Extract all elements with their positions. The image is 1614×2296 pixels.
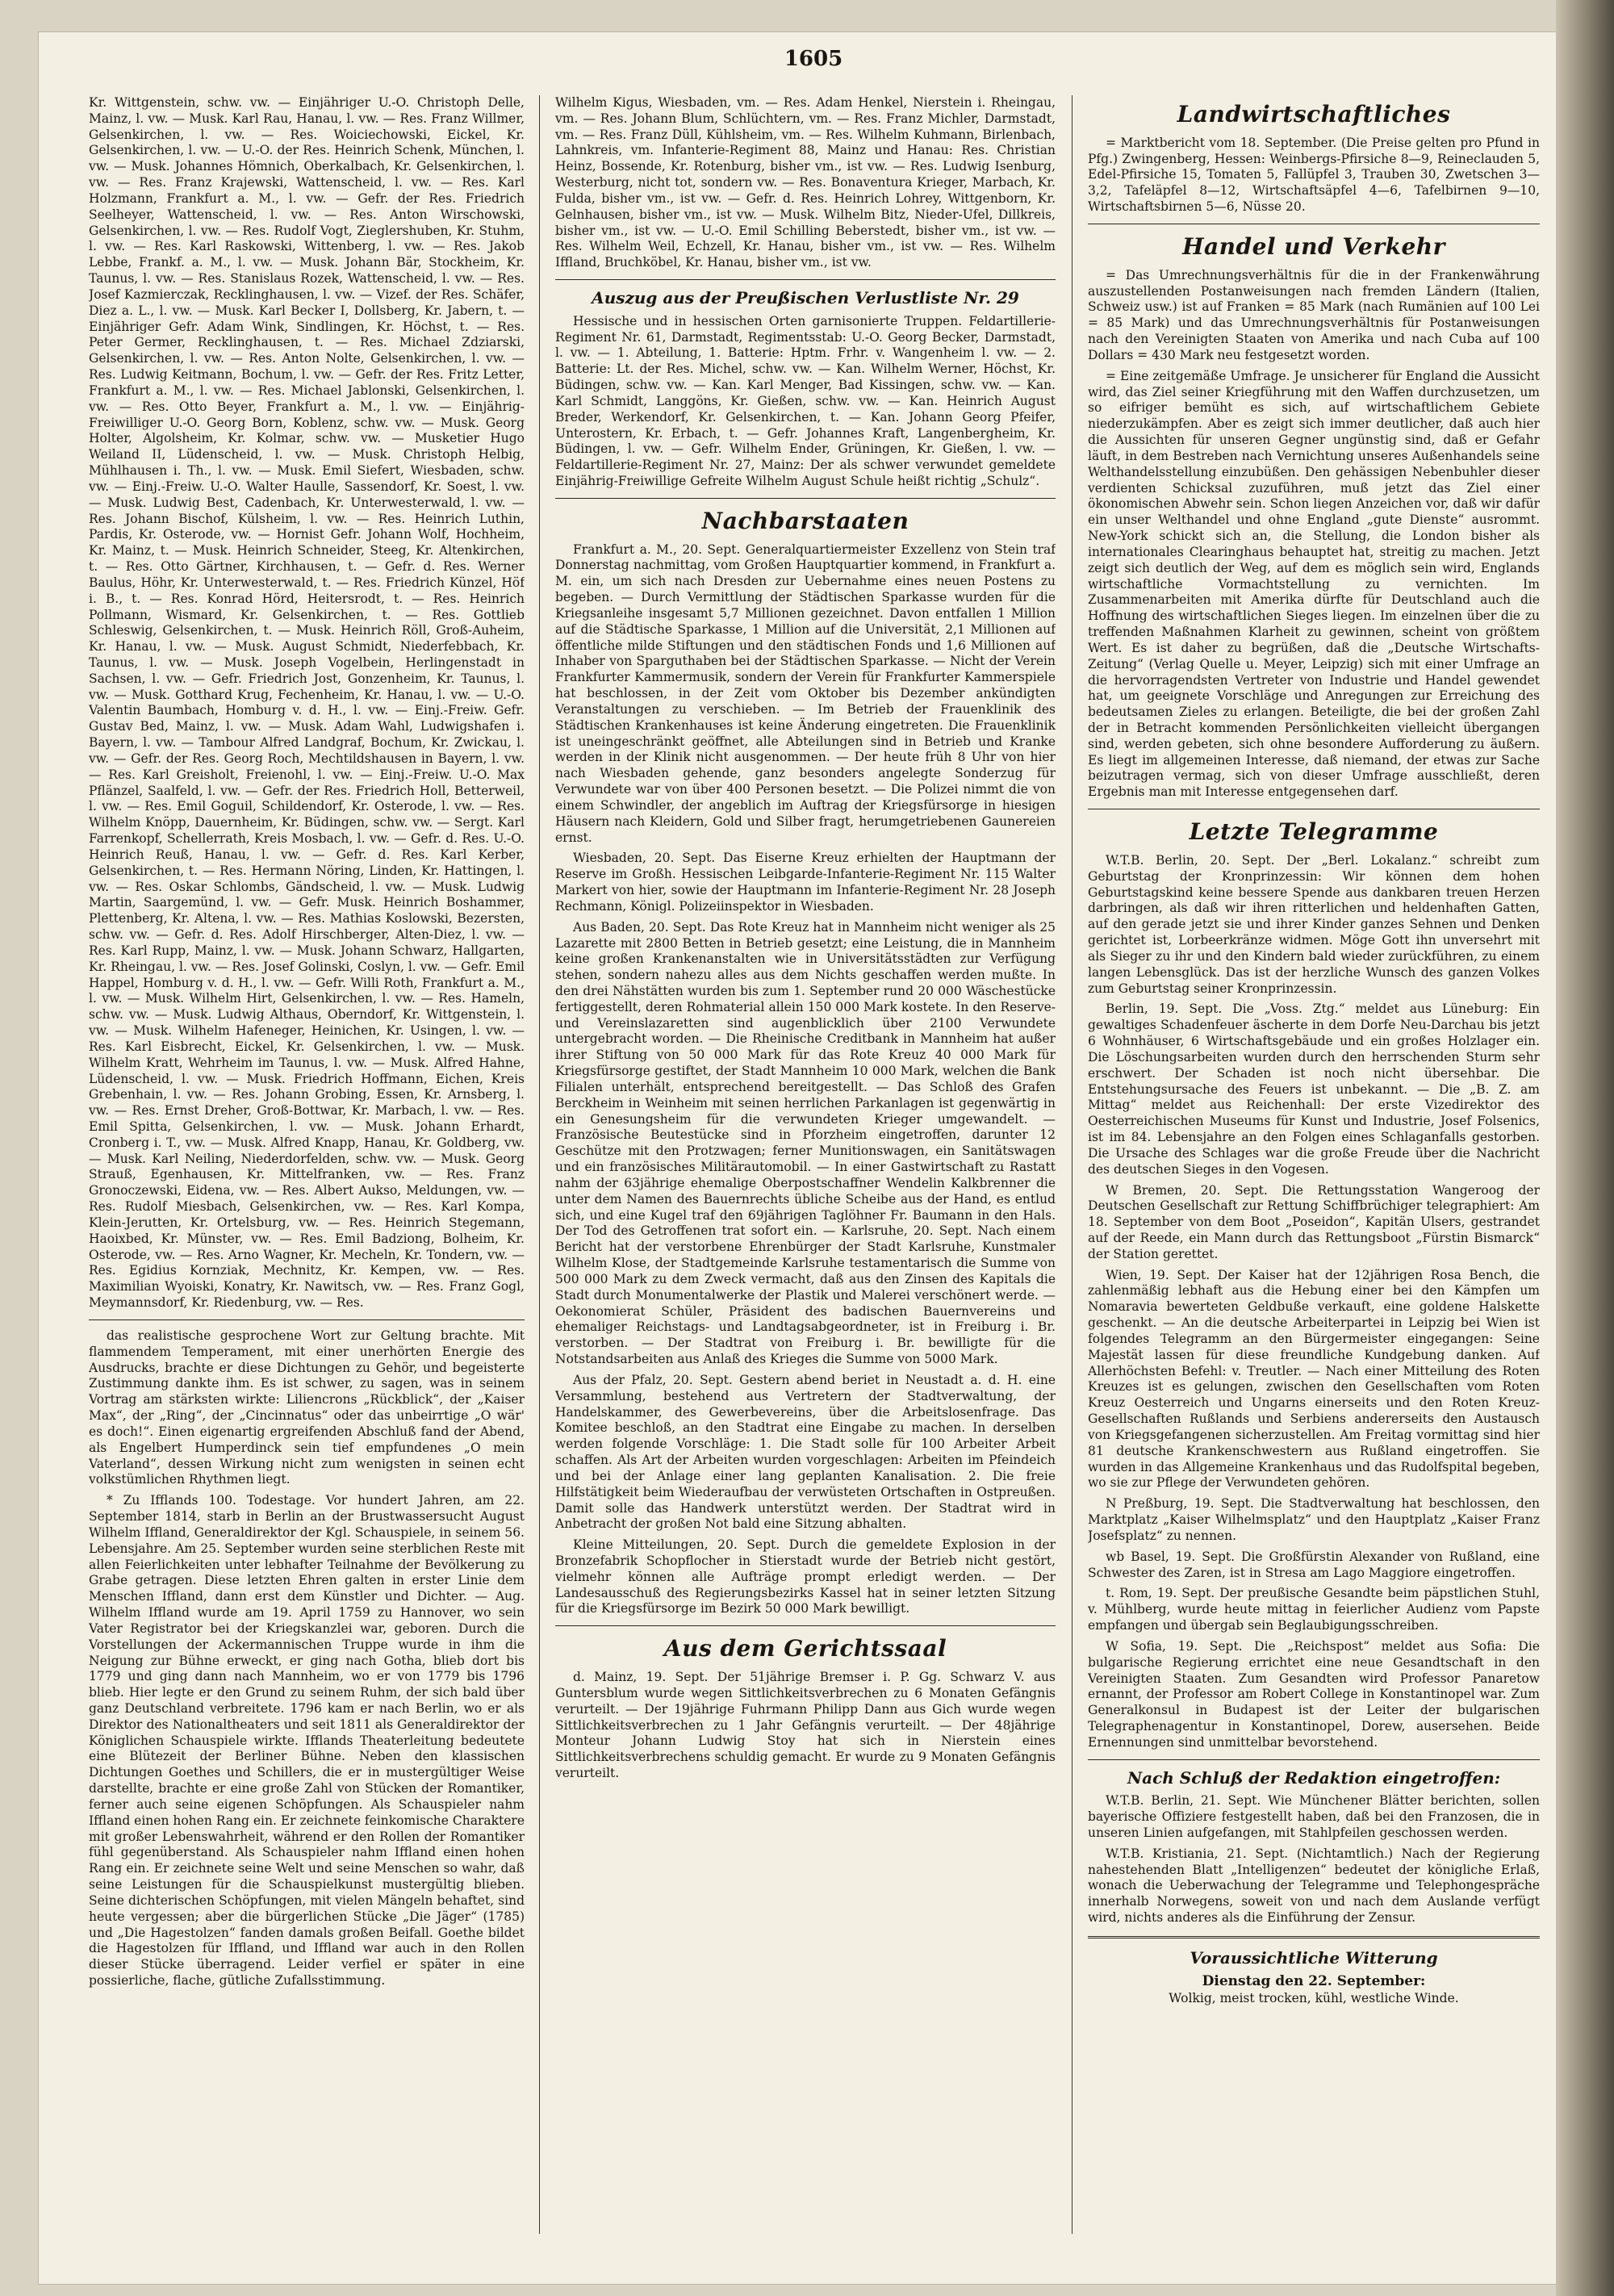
column-2 (555, 95, 1056, 2238)
news-item: Wiesbaden, 20. Sept. Das Eiserne Kreuz erhielten der Hauptmann der Reserve im Großh. Hessischen Leibgarde-Infanterie-Regiment Nr. 115 Walter Markert von hier, sowie der Hauptmann im Infanterie-Regiment Nr. 28 Joseph Rechmann, Königl. Polizeiinspektor in Wiesbaden. (555, 851, 1056, 914)
page-number: 1605 (784, 47, 843, 71)
telegram-item: W Bremen, 20. Sept. Die Rettungsstation Wangeroog der Deutschen Gesellschaft zur Rettung Schiffbrüchiger telegraphiert: Am 18. September von dem Boot „Poseidon“, Kapitän Ulsers, gestrandet auf der Reede, ein Mann durch das Rettungsboot „Fürstin Bismarck“ der Station gerettet. (1088, 1182, 1540, 1261)
telegram-item: wb Basel, 19. Sept. Die Großfürstin Alexander von Rußland, eine Schwester des Zaren, ist in Stresa am Lago Maggiore eingetroffen. (1088, 1549, 1540, 1580)
divider (555, 279, 1056, 280)
column-rule (1072, 95, 1073, 2234)
news-item: Frankfurt a. M., 20. Sept. Generalquartiermeister Exzellenz von Stein traf Donnerstag nachmittag, vom Großen Hauptquartier kommend, in Frankfurt a. M. ein, um sich nach Dresden zur Uebernahme eines neuen Postens zu begeben. — Durch Vermittlung der Städtischen Sparkasse wurden für die Kriegsanleihe insgesamt 5,7 Millionen gezeichnet. Davon entfallen 1 Million auf die Städtische Sparkasse, 1 Million auf die Universität, 2,1 Millionen auf öffentliche milde Stiftungen und den städtischen Fonds und 1,6 Millionen auf Inhaber von Sparguthaben bei der Städtischen Sparkasse. — Nicht der Verein Frankfurter Kammermusik, sondern der Verein für Frankfurter Kammerspiele hat beschlossen, in der Zeit vom Oktober bis Dezember ankündigten Veranstaltungen zu verschieben. — Im Betrieb der Frauenklinik des Städtischen Krankenhauses ist keine Änderung eingetreten. Die Frauenklinik ist uneingeschränkt geöffnet, alle Abteilungen sind in Betrieb und Kranke werden in der Klinik nicht ausgenommen. — Der heute früh 8 Uhr von hier nach Wiesbaden gehende, ganz besonders angelegte Sonderzug für Verwundete war von über 400 Personen besetzt. — Die Polizei nimmt die von einem Schwindler, der angeblich im Auftrag der Kriegsfürsorge in hiesigen Häusern nach Kleidern, Gold und Silber fragt, herumgetriebenen Gaunereien ernst. (555, 542, 1056, 845)
telegram-item: W.T.B. Berlin, 20. Sept. Der „Berl. Lokalanz.“ schreibt zum Geburtstag der Kronprinzessin: Wir können dem hohen Geburtstagskind keine bessere Spende aus dankbaren treuen Herzen darbringen, als daß wir ihren ritterlichen und heldenhaften Gatten, auf den gerade jetzt sie und ihrer Kinder ganzes Sehnen und Denken gerichtet ist, Lorbeerkränze widmen. Möge Gott ihn unversehrt mit als Sieger zu ihr und den Kindern bald wieder zurückführen, zu einem langen Lebensglück. Das ist der herzliche Wunsch des ganzen Volkes zum Geburtstag seiner Kronprinzessin. (1088, 852, 1540, 996)
news-item: = Das Umrechnungsverhältnis für die in der Frankenwährung auszustellenden Postanweisungen nach fremden Ländern (Italien, Schweiz usw.) ist auf Franken = 85 Mark (nach Rumänien auf 100 Lei = 85 Mark) und das Umrechnungsverhältnis für Postanweisungen nach den Vereinigten Staaten von Amerika und nach Cuba auf 100 Dollars = 430 Mark neu festgesetzt worden. (1088, 267, 1540, 362)
column-rule (539, 95, 540, 2234)
column-1 (89, 95, 525, 2238)
weather-text: Wolkig, meist trocken, kühl, westliche Winde. (1169, 1991, 1459, 2006)
weather-date: Dienstag den 22. September: (1202, 1973, 1426, 1990)
news-item: Aus Baden, 20. Sept. Das Rote Kreuz hat in Mannheim nicht weniger als 25 Lazarette mit 2800 Betten in Betrieb gesetzt; eine Leistung, die in Mannheim keine großen Krankenanstalten wie in Universitätsstädten zur Verfügung stehen, sondern nahezu alles aus dem Nichts geschaffen werden mußte. In den drei Nähstätten wurden bis zum 1. September rund 20 000 Wäschestücke fertiggestellt, deren Rohmaterial allein 150 000 Mark kostete. In den Reserve- und Vereinslazaretten sind augenblicklich über 2100 Verwundete untergebracht worden. — Die Rheinische Creditbank in Mannheim hat außer ihrer Stiftung von 50 000 Mark für das Rote Kreuz 40 000 Mark für Kriegsfürsorge gestiftet, der Stadt Mannheim 10 000 Mark, welchen die Bank Filialen unterhält, entsprechend bereitgestellt. — Das Schloß des Grafen Berckheim in Weinheim mit seinen herrlichen Parkanlagen ist gegenwärtig in ein Genesungsheim für die verwundeten Krieger umgewandelt. — Französische Beutestücke sind in Pforzheim eingetroffen, darunter 12 Geschütze mit den Protzwagen; ferner Munitionswagen, ein Sanitätswagen und ein französisches Militärautomobil. — In einer Gastwirtschaft zu Rastatt nahm der 63jährige ehemalige Oberpostschaffner Wendelin Kalkbrenner die unter dem Namen des Bauernrechts übliche Scheibe aus der Hand, es entlud sich, und eine Kugel traf den 69jährigen Taglöhner Fr. Baumann in den Hals. Der Tod des Getroffenen trat sofort ein. — Karlsruhe, 20. Sept. Nach einem Bericht hat der verstorbene Ehrenbürger der Stadt Karlsruhe, Kunstmaler Wilhelm Klose, der Stadtgemeinde Karlsruhe testamentarisch die Summe von 500 000 Mark zu dem Zweck vermacht, daß aus den Zinsen des Kapitals die Stadt durch Monumentalwerke der Plastik und Malerei verschönert werde. — Oekonomierat Schüler, Präsident des badischen Bauernvereins und ehemaliger Reichstags- und Landtagsabgeordneter, ist in Freiburg i. Br. verstorben. — Der Stadtrat von Freiburg i. Br. bewilligte für die Notstandsarbeiten aus Anlaß des Krieges die Summe von 5000 Mark. (555, 919, 1056, 1367)
late-telegram: W.T.B. Kristiania, 21. Sept. (Nichtamtlich.) Nach der Regierung nahestehenden Blatt „Intelligenzen“ bedeutet der königliche Erlaß, wonach die Ueberwachung der Telegramme und Telephongespräche innerhalb Norwegens, soweit von und nach dem Auslande verfügt wird, nichts anderes als die Einführung der Zensur. (1088, 1846, 1540, 1926)
court-report: d. Mainz, 19. Sept. Der 51jährige Bremser i. P. Gg. Schwarz V. aus Guntersblum wurde wegen Sittlichkeitsverbrechen zu 6 Monaten Gefängnis verurteilt. — Der 19jährige Fuhrmann Philipp Dann aus Gich wurde wegen Sittlichkeitsverbrechen zu 1 Jahr Gefängnis verurteilt. — Der 48jährige Monteur Johann Ludwig Stoy hat sich in Nierstein eines Sittlichkeitsverbrechens schuldig gemacht. Er wurde zu 9 Monaten Gefängnis verurteilt. (555, 1670, 1056, 1781)
telegram-item: Berlin, 19. Sept. Die „Voss. Ztg.“ meldet aus Lüneburg: Ein gewaltiges Schadenfeuer äscherte in dem Dorfe Neu-Darchau bis jetzt 6 Wohnhäuser, 6 Wirtschaftsgebäude und ein großes Holzlager ein. Die Löschungsarbeiten wurden durch den herrschenden Sturm sehr erschwert. Der Schaden ist noch nicht übersehbar. Die Entstehungsursache des Feuers ist unbekannt. — Die „B. Z. am Mittag“ meldet aus Reichenhall: Der erste Vizedirektor des Oesterreichischen Museums für Kunst und Industrie, Josef Folsenics, ist im 84. Lebensjahre an den Folgen eines Schlaganfalls gestorben. Die Ursache des Schlages war die große Freude über die Nachricht des deutschen Sieges in den Vogesen. (1088, 1002, 1540, 1177)
casualty-list-end (555, 95, 1056, 271)
casualty-list-text: Kr. Wittgenstein, schw. vw. — Einjähriger U.-O. Christoph Delle, Mainz, l. vw. — Musk. Karl Rau, Hanau, l. vw. — Res. Franz Willmer, Gelsenkirchen, l. vw. — Res. Woiciechowski, Eickel, Kr. Gelsenkirchen, l. vw. — U.-O. der Res. Heinrich Schenk, München, l. vw. — Musk. Johannes Hömnich, Oberkalbach, Kr. Gelsenkirchen, l. vw. — Res. Franz Krajewski, Wattenscheid, l. vw. — Res. Karl Holzmann, Frankfurt a. M., l. vw. — Gefr. der Res. Friedrich Seelheyer, Wattenscheid, l. vw. — Res. Anton Wirschowski, Gelsenkirchen, l. vw. — Res. Rudolf Vogt, Zieglershuben, Kr. Stuhm, l. vw. — Res. Karl Raskowski, Wittenberg, l. vw. — Res. Jakob Lebbe, Frankf. a. M., l. vw. — Musk. Johann Bär, Stockheim, Kr. Taunus, l. vw. — Res. Stanislaus Rozek, Wattenscheid, l. vw. — Res. Josef Kazmierczak, Recklinghausen, l. vw. — Vizef. der Res. Schäfer, Diez a. L., l. vw. — Musk. Karl Becker I, Dollsberg, Kr. Jabern, t. — Einjähriger Gefr. Adam Wink, Sindlingen, Kr. Höchst, t. — Res. Peter Germer, Recklinghausen, t. — Res. Michael Zdziarski, Gelsenkirchen, l. vw. — Res. Anton Nolte, Gelsenkirchen, l. vw. — Res. Ludwig Keitmann, Bochum, l. vw. — Gefr. der Res. Fritz Letter, Frankfurt a. M., l. vw. — Res. Michael Jablonski, Gelsenkirchen, l. vw. — Res. Otto Beyer, Frankfurt a. M., l. vw. — Einjährig-Freiwilliger U.-O. Georg Born, Koblenz, schw. vw. — Musk. Georg Holter, Algolsheim, Kr. Kolmar, schw. vw. — Musketier Hugo Weiland II, Lüdenscheid, l. vw. — Musk. Christoph Helbig, Mühlhausen i. Th., l. vw. — Musk. Emil Siefert, Wiesbaden, schw. vw. — Einj.-Freiw. U.-O. Walter Haulle, Sassendorf, Kr. Soest, l. vw. — Musk. Ludwig Best, Cadenbach, Kr. Unterwesterwald, l. vw. — Res. Johann Bischof, Külsheim, l. vw. — Res. Heinrich Luthin, Pardis, Kr. Osterode, vw. — Hornist Gefr. Johann Wolf, Hochheim, Kr. Mainz, t. — Musk. Heinrich Schneider, Steeg, Kr. Altenkirchen, t. — Res. Otto Gärtner, Kirchhausen, t. — Gefr. d. Res. Werner Baulus, Höhr, Kr. Unterwesterwald, t. — Res. Friedrich Künzel, Höf i. B., t. — Res. Konrad Hörd, Heitersrodt, t. — Res. Heinrich Pollmann, Wismard, Kr. Gelsenkirchen, t. — Res. Gottlieb Schleswig, Gelsenkirchen, t. — Musk. Heinrich Röll, Groß-Auheim, Kr. Hanau, l. vw. — Musk. August Schmidt, Niederfebbach, Kr. Taunus, l. vw. — Musk. Joseph Vogelbein, Herlingenstadt in Sachsen, l. vw. — Gefr. Friedrich Jost, Gonzenheim, Kr. Taunus, l. vw. — Musk. Gotthard Krug, Fechenheim, Kr. Hanau, l. vw. — U.-O. Valentin Baumbach, Homburg v. d. H., l. vw. — Einj.-Freiw. Gefr. Gustav Bed, Mainz, l. vw. — Musk. Adam Wahl, Ludwigshafen i. Bayern, l. vw. — Tambour Alfred Landgraf, Bochum, Kr. Zwickau, l. vw. — Gefr. der Res. Georg Roch, Mechtildshausen in Bayern, l. vw. — Res. Karl Greisholt, Freienohl, l. vw. — Einj.-Freiw. U.-O. Max Pflänzel, Saalfeld, l. vw. — Gefr. der Res. Friedrich Holl, Betterweil, l. vw. — Res. Emil Goguil, Schildendorf, Kr. Osterode, l. vw. — Res. Wilhelm Knöpp, Dauernheim, Kr. Büdingen, schw. vw. — Sergt. Karl Farrenkopf, Schellerrath, Kreis Mosbach, l. vw. — Gefr. d. Res. U.-O. Heinrich Reuß, Hanau, l. vw. — Gefr. d. Res. Karl Kerber, Gelsenkirchen, t. — Res. Hermann Nöring, Linden, Kr. Hattingen, l. vw. — Res. Oskar Schlombs, Gändscheid, l. vw. — Musk. Ludwig Martin, Saargemünd, l. vw. — Gefr. Musk. Heinrich Boshammer, Plettenberg, Kr. Altena, l. vw. — Res. Mathias Koslowski, Bezersten, schw. vw. — Gefr. d. Res. Adolf Hirschberger, Alten-Diez, l. vw. — Res. Karl Rupp, Mainz, l. vw. — Musk. Johann Schwarz, Hallgarten, Kr. Rheingau, l. vw. — Res. Josef Golinski, Coslyn, l. vw. — Gefr. Emil Happel, Homburg v. d. H., l. vw. — Gefr. Willi Roth, Frankfurt a. M., l. vw. — Musk. Wilhelm Hirt, Gelsenkirchen, l. vw. — Res. Hameln, schw. vw. — Musk. Ludwig Althaus, Oberndorf, Kr. Wittgenstein, l. vw. — Musk. Wilhelm Hafeneger, Heinichen, Kr. Usingen, l. vw. — Res. Karl Eisbrecht, Eickel, Kr. Gelsenkirchen, l. vw. — Musk. Wilhelm Kratt, Wehrheim im Taunus, l. vw. — Musk. Alfred Hahne, Lüdenscheid, l. vw. — Musk. Friedrich Hoffmann, Eichen, Kreis Grebenhain, l. vw. — Res. Johann Grobing, Essen, Kr. Arnsberg, l. vw. — Res. Ernst Dreher, Groß-Bottwar, Kr. Marbach, l. vw. — Res. Emil Spitta, Gelsenkirchen, l. vw. — Musk. Johann Erhardt, Cronberg i. T., vw. — Musk. Alfred Knapp, Hanau, Kr. Goldberg, vw. — Musk. Karl Neiling, Niederdorfelden, schw. vw. — Musk. Georg Strauß, Egenhausen, Kr. Mittelfranken, vw. — Res. Franz Gronoczewski, Eidena, vw. — Res. Albert Aukso, Meldungen, vw. — Res. Rudolf Miesbach, Gelsenkirchen, vw. — Res. Karl Kompa, Klein-Jerutten, Kr. Ortelsburg, vw. — Res. Heinrich Stegemann, Haoixbed, Kr. Münster, vw. — Res. Emil Badziong, Bolheim, Kr. Osterode, vw. — Res. Arno Wagner, Kr. Mecheln, Kr. Tondern, vw. — Res. Egidius Kornziak, Mechnitz, Kr. Kempen, vw. — Res. Maximilian Wyoiski, Konatry, Kr. Nawitsch, vw. — Res. Franz Gogl, Meymannsdorf, Kr. Riedenburg, vw. — Res. (89, 95, 525, 1311)
telegram-item: W Sofia, 19. Sept. Die „Reichspost“ meldet aus Sofia: Die bulgarische Regierung errichtet eine neue Gesandtschaft in den Vereinigten Staaten. Zum Gesandten wird Professor Panaretow ernannt, der Professor am Robert College in Konstantinopel war. Zum Generalkonsul in Budapest ist der Leiter der bulgarischen Telegraphenagentur in Konstantinopel, Dorew, ausersehen. Beide Ernennungen sind unmittelbar bevorstehend. (1088, 1638, 1540, 1750)
column-3 (1088, 95, 1540, 2238)
section-heading-nachbarstaaten: Nachbarstaaten (701, 507, 909, 534)
iffland-article: * Zu Ifflands 100. Todestage. Vor hundert Jahren, am 22. September 1814, starb in Berlin an der Brustwassersucht August Wilhelm Iffland, Generaldirektor der Kgl. Schauspiele, in seinem 56. Lebensjahre. Am 25. September wurden seine sterblichen Reste mit allen Feierlichkeiten unter lebhafter Teilnahme der Bevölkerung zu Grabe getragen. Diese letzten Ehren galten in erster Linie dem Menschen Iffland, dann erst dem Künstler und Dichter. — Aug. Wilhelm Iffland wurde am 19. April 1759 zu Hannover, wo sein Vater Registrator bei der Kriegskanzlei war, geboren. Durch die Vorstellungen der Ackermannischen Truppe wurde in ihm die Neigung zur Bühne erweckt, er ging nach Gotha, blieb dort bis 1779 und ging dann nach Mannheim, wo er von 1779 bis 1796 blieb. Hier legte er den Grund zu seinem Ruhm, der sich bald über ganz Deutschland verbreitete. 1796 kam er nach Berlin, wo er als Direktor des Nationaltheaters und seit 1811 als Generaldirektor der Königlichen Schauspiele wirkte. Ifflands Theaterleitung bedeutete eine Blütezeit der Berliner Bühne. Neben den klassischen Dichtungen Goethes und Schillers, die er in mustergültiger Weise darstellte, brachte er eine große Zahl von Stücken der Romantiker, ferner auch seine eigenen Schöpfungen. Als Schauspieler nahm Iffland einen hohen Rang ein. Er zeichnete feinkomische Charaktere mit großer Lebenswahrheit, während er den Rollen der Romantiker fühl gegenüberstand. Als Schauspieler nahm Iffland einen hohen Rang ein. Er zeichnete seine Welt und seine Menschen so wahr, daß seine Leistungen für die Schauspielkunst mustergültig blieben. Seine dichterischen Schöpfungen, mit vielen Mängeln behaftet, sind heute vergessen; aber die bürgerlichen Stücke „Die Jäger“ (1785) und „Die Hagestolzen“ fanden damals großen Beifall. Goethe bildet die Hagestolzen für Iffland, und Iffland war auch in den Rollen dieser Stücke überragend. Leider verfiel er später in eine possierliche, flache, gütliche Zufallsstimmung. (89, 1493, 525, 1989)
section-heading-telegramme: Letzte Telegramme (1189, 818, 1439, 846)
feuilleton-text: das realistische gesprochene Wort zur Geltung brachte. Mit flammendem Temperament, mit einer unerhörten Energie des Ausdrucks, brachte er diese Dichtungen zu Gehör, und begeisterte Zustimmung dankte ihm. Es ist schwer, zu sagen, was in seinem Vortrag am stärksten wirkte: Liliencrons „Rückblick“, der „Kaiser Max“, der „Ring“, der „Cincinnatus“ oder das unbeirrtige „O wär' es doch!“. Einen eigenartig ergreifenden Abschluß fand der Abend, als Engelbert Humperdinck sein tief empfundenes „O mein Vaterland“, dessen Wirkung nicht zum wenigsten in seinen echt volkstümlichen Rhythmen liegt. (89, 1328, 525, 1487)
telegram-item: Wien, 19. Sept. Der Kaiser hat der 12jährigen Rosa Bench, die zahlenmäßig lebhaft aus die Hebung einer bei den Kämpfen um Nomaravia bewerteten Geldbuße verkauft, eine goldene Halskette geschenkt. — An die deutsche Arbeiterpartei in Leipzig bei Wien ist folgendes Telegramm an den Bürgermeister eingegangen: Seine Majestät lassen für diese freundliche Kundgebung danken. Auf Allerhöchsten Befehl: v. Treutler. — Nach einer Mitteilung des Roten Kreuzes ist es gelungen, zwischen den Gesellschaften vom Roten Kreuz Oesterreich und Ungarns einerseits und den Roten Kreuz-Gesellschaften Rußlands und Serbiens andererseits den Austausch von Kriegsgefangenen sicherzustellen. Am Freitag vormittag sind hier 81 deutsche Krankenschwestern aus Rußland eingetroffen. Sie wurden in das Allgemeine Krankenhaus und das Rudolfspital begeben, wo sie zur Pflege der Verwundeten gehören. (1088, 1267, 1540, 1491)
section-heading-nach-schluss: Nach Schluß der Redaktion eingetroffen: (1127, 1767, 1501, 1788)
casualty-list-continued (89, 95, 525, 1311)
section-heading-verlustliste: Auszug aus der Preußischen Verlustliste Nr. 29 (592, 288, 1019, 308)
news-item: = Eine zeitgemäße Umfrage. Je unsicherer für England die Aussicht wird, das Ziel seiner Kriegführung mit den Waffen durchzusetzen, um so eifriger bemüht es sich, auf wirtschaftlichem Gebiete niederzukämpfen. Aber es zeigt sich immer deutlicher, daß auch hier die Aussichten für unseren Gegner ungünstig sind, daß er Gefahr läuft, in dem Bestreben nach Vernichtung unseres Außenhandels seine Welthandelsstellung einzubüßen. Den gehässigen Nebenbuhler dieser verdienten Schicksal zuzuführen, muß jetzt das Ziel einer ökonomischen Abwehr sein. Schon liegen Anzeichen vor, daß wir dafür ein unser Welthandel und ohne England „gute Dienste“ ausrommt. New-York schickt sich an, die Stellung, die London bisher als internationales Clearinghaus behauptet hat, streitig zu machen. Jetzt zeigt sich deutlich der Weg, auf dem es möglich sein wird, Englands wirtschaftliche Vormachtstellung zu vernichten. Im Zusammenarbeiten mit Amerika dürfte für Deutschland auch die Hoffnung des wirtschaftlichen Sieges liegen. Im einzelnen über die zu treffenden Maßnahmen Klarheit zu gewinnen, scheint von größtem Wert. Es ist daher zu begrüßen, daß die „Deutsche Wirtschafts-Zeitung“ (Verlag Quelle u. Meyer, Leipzig) sich mit einer Umfrage an die hervorragendsten Vertreter von Industrie und Handel gewendet hat, um geeignete Vorschläge und Anregungen zur Erreichung des bedeutsamen Zieles zu erlangen. Beteiligte, die bei der großen Zahl der in Betracht kommenden Persönlichkeiten vielleicht übergangen sind, werden gebeten, sich ohne besondere Aufforderung zu äußern. Es liegt im allgemeinen Interesse, daß niemand, der etwas zur Sache beizutragen vermag, sich von dieser Umfrage ausschließt, deren Ergebnis man mit Interesse entgegensehen darf. (1088, 368, 1540, 800)
divider (1088, 1759, 1540, 1760)
casualty-list-text: Wilhelm Kigus, Wiesbaden, vm. — Res. Adam Henkel, Nierstein i. Rheingau, vm. — Res. Johann Blum, Schlüchtern, vm. — Res. Franz Michler, Darmstadt, vm. — Res. Franz Düll, Kühlsheim, vm. — Res. Wilhelm Kuhmann, Birlenbach, Lahnkreis, vm. Infanterie-Regiment 88, Mainz und Hanau: Res. Christian Heinz, Bossende, Kr. Rotenburg, bisher vm., ist vw. — Res. Ludwig Isenburg, Westerburg, nicht tot, sondern vw. — Res. Bonaventura Krieger, Marbach, Kr. Fulda, bisher vm., ist vw. — Gefr. d. Res. Heinrich Lohrey, Wittgenborn, Kr. Gelnhausen, bisher vm., ist vw. — Musk. Wilhelm Bitz, Nieder-Ufel, Dillkreis, bisher vm., ist vw. — U.-O. Emil Schilling Beberstedt, bisher vm., ist vw. — Res. Wilhelm Weil, Echzell, Kr. Hanau, bisher vm., ist vw. — Res. Wilhelm Iffland, Bruchköbel, Kr. Hanau, bisher vm., ist vw. (555, 95, 1056, 270)
section-heading-gerichtssaal: Aus dem Gerichtssaal (663, 1635, 947, 1662)
news-item: Aus der Pfalz, 20. Sept. Gestern abend beriet in Neustadt a. d. H. eine Versammlung, bestehend aus Vertretern der Stadtverwaltung, der Handelskammer, des Gewerbevereins, über die Arbeitslosenfrage. Das Komitee beschloß, an den Stadtrat eine Eingabe zu machen. In derselben werden folgende Vorschläge: 1. Die Stadt solle für 100 Arbeiter Arbeit schaffen. Als Art der Arbeiten wurden vorgeschlagen: Arbeiten im Pfeindeich und bei der Anlage einer lang geplanten Kanalisation. 2. Die freie Hilfstätigkeit beim Wiederaufbau der verwüsteten Ortschaften in Ostpreußen. Damit solle das Handwerk unterstützt werden. Der Stadtrat wird in Anbetracht der großen Not bald eine Sitzung abhalten. (555, 1372, 1056, 1532)
divider (1088, 1936, 1540, 1938)
weather-forecast (1088, 1973, 1540, 2007)
divider (555, 1625, 1056, 1626)
divider (555, 498, 1056, 499)
verlustliste-text: Hessische und in hessischen Orten garnisonierte Truppen. Feldartillerie-Regiment Nr. 61, Darmstadt, Regimentsstab: U.-O. Georg Becker, Darmstadt, l. vw. — 1. Abteilung, 1. Batterie: Hptm. Frhr. v. Wangenheim l. vw. — 2. Batterie: Lt. der Res. Michel, schw. vw. — Kan. Wilhelm Werner, Höchst, Kr. Büdingen, schw. vw. — Kan. Karl Menger, Bad Kissingen, schw. vw. — Kan. Karl Schmidt, Langgöns, Kr. Gießen, schw. vw. — Kan. Heinrich August Breder, Werkendorf, Kr. Gelsenkirchen, t. — Kan. Johann Georg Pfeifer, Unterostern, Kr. Erbach, t. — Gefr. Johannes Kraft, Langenbergheim, Kr. Büdingen, l. vw. — Gefr. Wilhelm Ender, Grüningen, Kr. Gießen, l. vw. — Feldartillerie-Regiment Nr. 27, Mainz: Der als schwer verwundet gemeldete Einjährig-Freiwillige Gefreite Wilhelm August Schule heißt richtig „Schulz“. (555, 313, 1056, 488)
newspaper-page (39, 32, 1556, 2284)
section-heading-witterung: Voraussichtliche Witterung (1190, 1947, 1438, 1968)
telegram-item: N Preßburg, 19. Sept. Die Stadtverwaltung hat beschlossen, den Marktplatz „Kaiser Wilhelmsplatz“ und den Hauptplatz „Kaiser Franz Josefsplatz“ zu nennen. (1088, 1496, 1540, 1543)
news-item: Kleine Mitteilungen, 20. Sept. Durch die gemeldete Explosion in der Bronzefabrik Schopflocher in Stierstadt wurde der Betrieb nicht gestört, vielmehr können alle Aufträge prompt erledigt werden. — Der Landesausschuß des Regierungsbezirks Kassel hat in seiner letzten Sitzung für die Kriegsfürsorge im Bezirk 50 000 Mark bewilligt. (555, 1537, 1056, 1616)
book-spine (1556, 0, 1614, 2296)
section-heading-landwirtschaft: Landwirtschaftliches (1177, 101, 1451, 128)
market-report: = Marktbericht vom 18. September. (Die Preise gelten pro Pfund in Pfg.) Zwingenberg, Hessen: Weinbergs-Pfirsiche 8—9, Reineclauden 5, Edel-Pfirsiche 15, Tomaten 5, Fallüpfel 3, Trauben 30, Zwetschen 3—3,2, Tafeläpfel 8—12, Wirtschaftsäpfel 4—6, Tafelbirnen 9—10, Wirtschaftsbirnen 5—6, Nüsse 20. (1088, 135, 1540, 215)
late-telegram: W.T.B. Berlin, 21. Sept. Wie Münchener Blätter berichten, sollen bayerische Offiziere festgestellt haben, daß bei den Franzosen, die in unseren Linien aufgefangen, mit Stahlpfeilen geschossen werden. (1088, 1793, 1540, 1840)
divider (89, 1319, 525, 1320)
section-heading-handel: Handel und Verkehr (1182, 232, 1445, 260)
telegram-item: t. Rom, 19. Sept. Der preußische Gesandte beim päpstlichen Stuhl, v. Mühlberg, wurde heute mittag in feierlicher Audienz vom Papste empfangen und übergab sein Beglaubigungsschreiben. (1088, 1586, 1540, 1633)
